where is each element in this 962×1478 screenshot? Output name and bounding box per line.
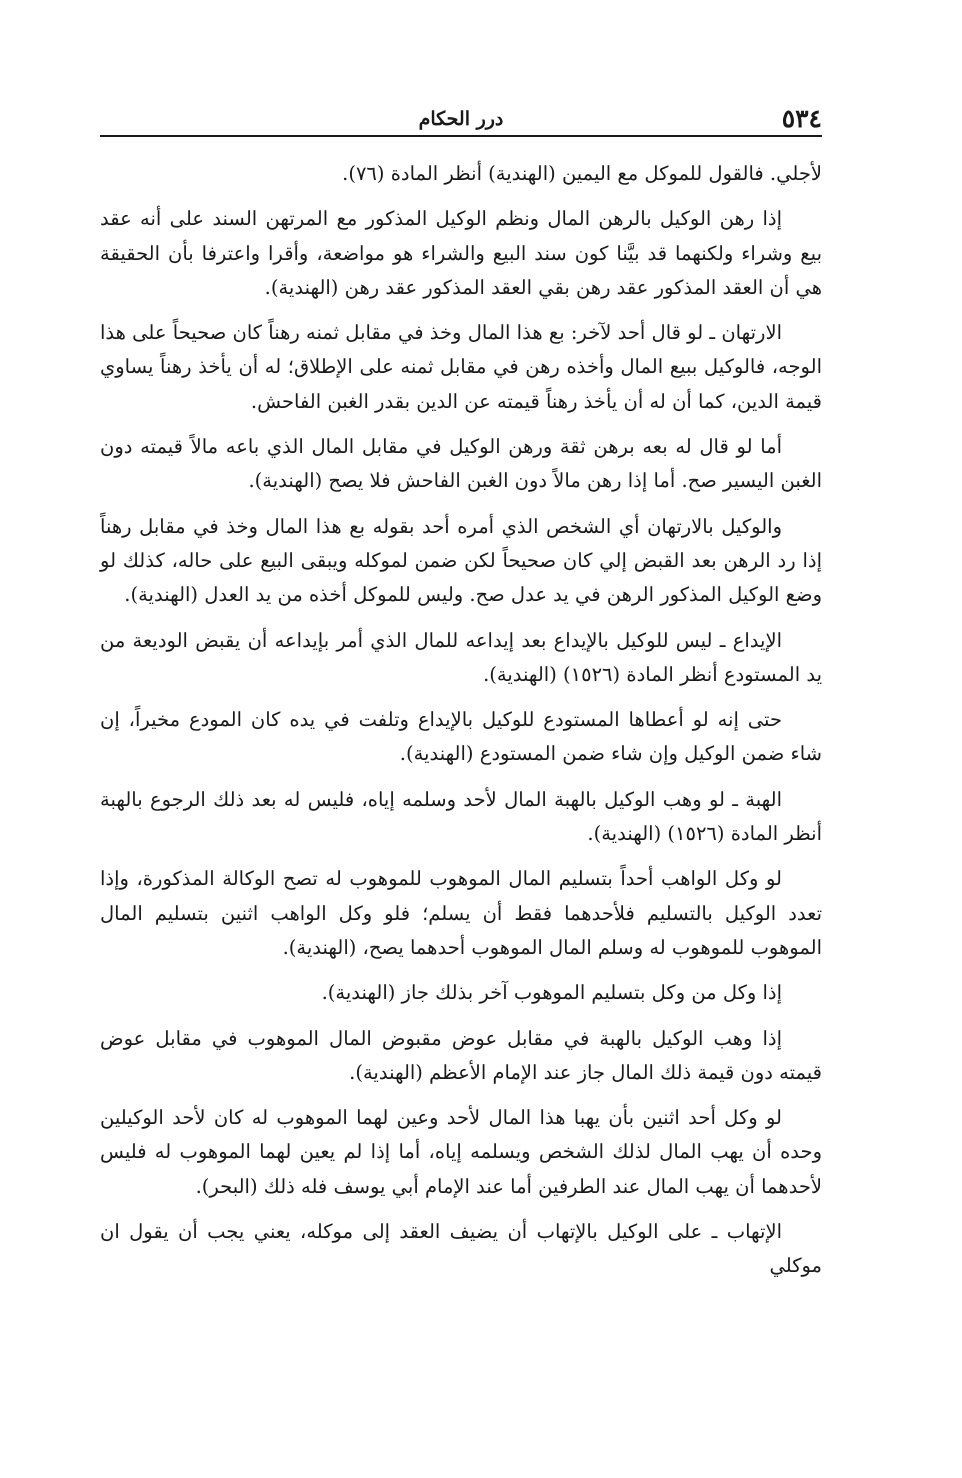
- running-title: درر الحكام: [418, 108, 504, 130]
- page-body: [100, 157, 822, 1295]
- page-header: [100, 104, 822, 134]
- paragraph-deposit: الإيداع ـ ليس للوكيل بالإيداع بعد إيداعه للمال الذي أمر بإيداعه أن يقبض الوديعة من يد المستودع أنظر المادة (١٥٢٦) (الهندية).: [100, 628, 822, 686]
- paragraph-agent-irtihan: والوكيل بالارتهان أي الشخص الذي أمره أحد بقوله بع هذا المال وخذ في مقابل رهناً إذا رد الرهن بعد القبض إلي كان صحيحاً لكن ضمن لموكله ويبقى البيع على حاله، كذلك لو وضع الوكيل المذكور الرهن في يد عدل صح. وليس للموكل أخذه من يد العدل (الهندية).: [100, 514, 822, 607]
- paragraph-trusted-pledge: أما لو قال له بعه برهن ثقة ورهن الوكيل في مقابل المال الذي باعه مالاً قيمته دون الغبن اليسير صح. أما إذا رهن مالاً دون الغبن الفاحش فلا يصح (الهندية).: [100, 435, 822, 493]
- paragraph-gift-delivery: لو وكل الواهب أحداً بتسليم المال الموهوب للموهوب له تصح الوكالة المذكورة، وإذا تعدد الوكيل بالتسليم فلأحدهما فقط أن يسلم؛ فلو وكل الواهب اثنين بتسليم المال الموهوب للموهوب له وسلم المال الموهوب أحدهما يصح، (الهندية).: [100, 867, 822, 959]
- paragraph-continuation: لأجلي. فالقول للموكل مع اليمين (الهندية) أنظر المادة (٧٦).: [342, 162, 822, 185]
- page-number: ٥٣٤: [781, 104, 822, 133]
- paragraph-pledge-sale: إذا رهن الوكيل بالرهن المال ونظم الوكيل المذكور مع المرتهن السند على أنه عقد بيع وشراء ولكنهما قد بيَّنا كون سند البيع والشراء هو مواضعة، وأقرا واعترفا بأن الحقيقة هي أن العقد المذكور عقد رهن بقي العقد المذكور عقد رهن (الهندية).: [100, 207, 822, 299]
- paragraph-two-agents: لو وكل أحد اثنين بأن يهبا هذا المال لأحد وعين لهما الموهوب له كان لأحد الوكيلين وحده أن يهب المال لذلك الشخص ويسلمه إياه، أما إذا لم يعين لهما الموهوب له فليس لأحدهما أن يهب المال عند الطرفين أما عند الإمام أبي يوسف فله ذلك (البحر).: [100, 1106, 822, 1198]
- paragraph-depositee: حتى إنه لو أعطاها المستودع للوكيل بالإيداع وتلفت في يده كان المودع مخيراً، إن شاء ضمن الوكيل وإن شاء ضمن المستودع (الهندية).: [100, 708, 822, 766]
- paragraph-ittihab: الإتهاب ـ على الوكيل بالإتهاب أن يضيف العقد إلى موكله، يعني يجب أن يقول ان موكلي: [100, 1220, 822, 1278]
- paragraph-gift: الهبة ـ لو وهب الوكيل بالهبة المال لأحد وسلمه إياه، فليس له بعد ذلك الرجوع بالهبة أنظر المادة (١٥٢٦) (الهندية).: [100, 787, 822, 846]
- paragraph-irtihan: الارتهان ـ لو قال أحد لآخر: بع هذا المال وخذ في مقابل ثمنه رهناً كان صحيحاً على هذا الوجه، فالوكيل ببيع المال وأخذه رهن في مقابل ثمنه على الإطلاق؛ له أن يأخذ رهناً يساوي قيمة الدين، كما أن له أن يأخذ رهناً قيمته عن الدين بقدر الغبن الفاحش.: [100, 321, 822, 413]
- header-divider: [100, 135, 822, 137]
- paragraph-gift-compensation: إذا وهب الوكيل بالهبة في مقابل عوض مقبوض المال الموهوب في مقابل عوض قيمته دون قيمة ذلك المال جاز عند الإمام الأعظم (الهندية).: [100, 1026, 822, 1084]
- paragraph-sub-agent: إذا وكل من وكل بتسليم الموهوب آخر بذلك جاز (الهندية).: [321, 981, 782, 1005]
